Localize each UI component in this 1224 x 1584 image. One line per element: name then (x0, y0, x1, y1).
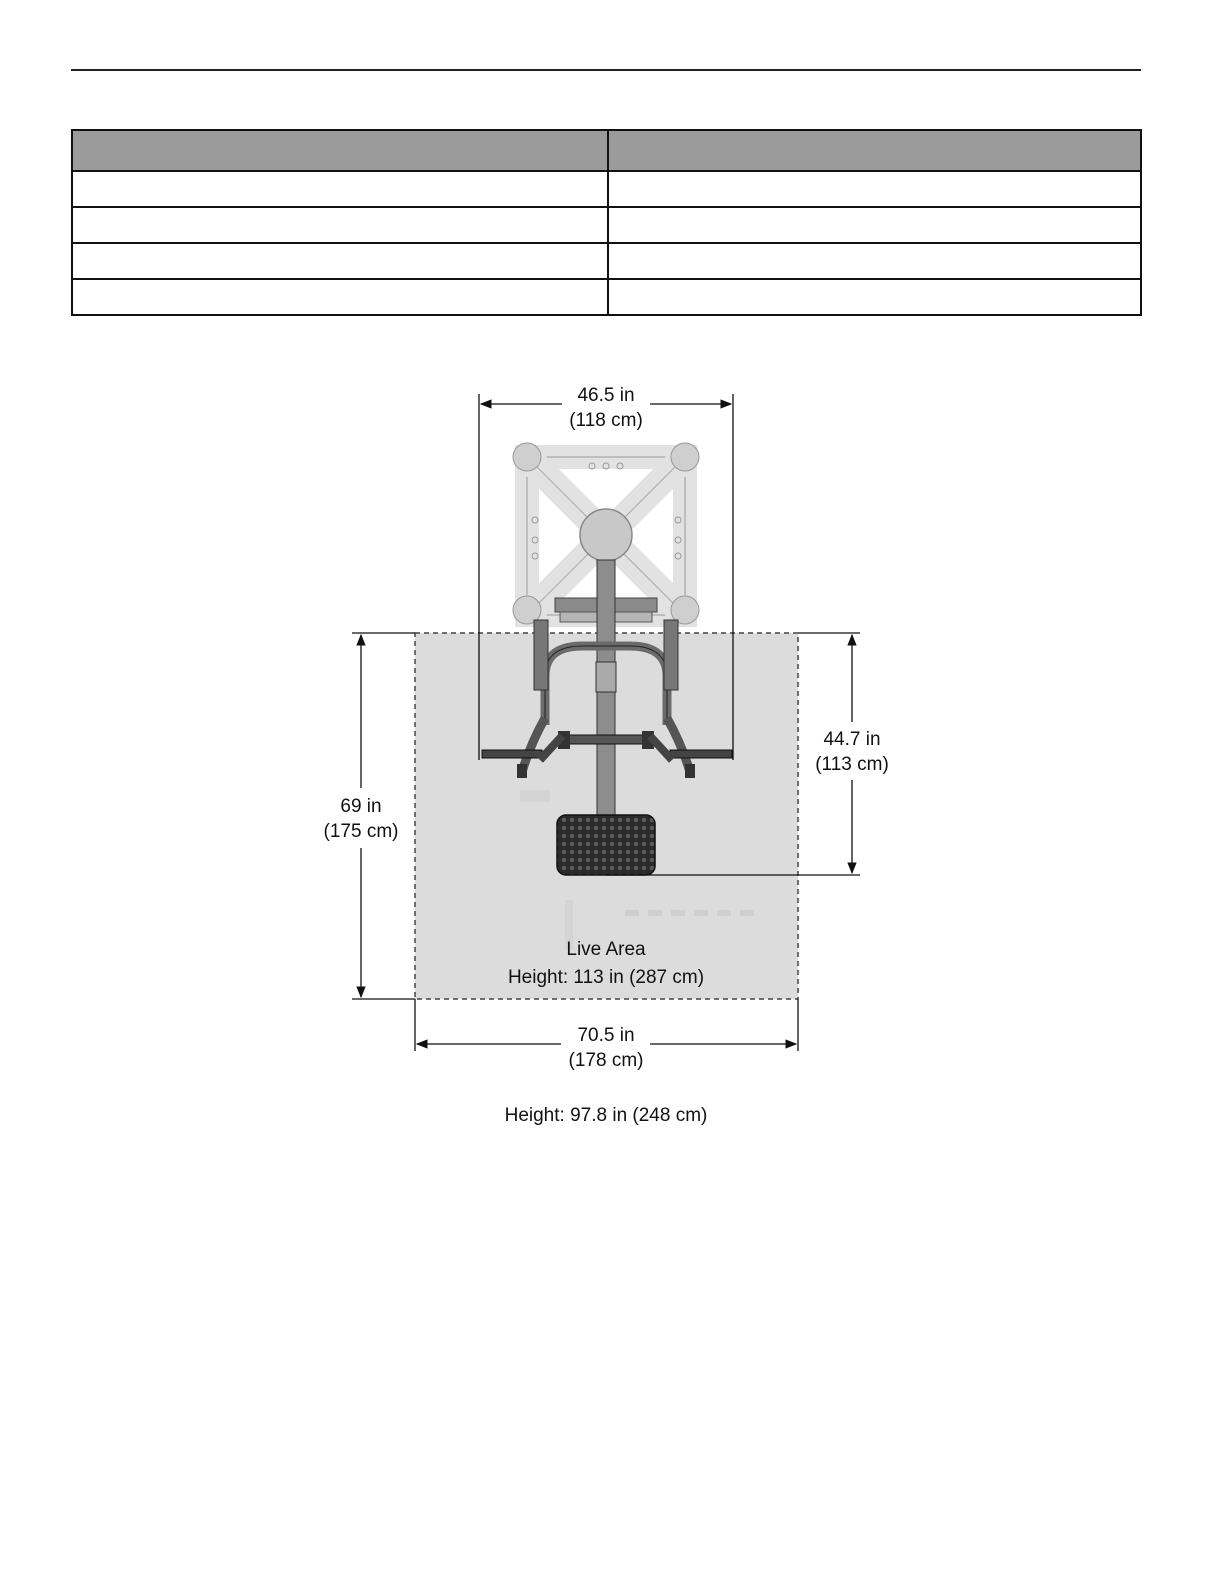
live-area-title: Live Area (566, 939, 646, 960)
width-bottom-metric: (178 cm) (568, 1050, 644, 1071)
live-area-height: Height: 113 in (287 cm) (507, 967, 705, 988)
depth-right-imperial: 44.7 in (823, 729, 881, 750)
width-top-metric: (118 cm) (569, 410, 643, 431)
dimension-width-bottom (415, 999, 798, 1071)
width-bottom-imperial: 70.5 in (577, 1025, 635, 1046)
depth-left-metric: (175 cm) (323, 821, 399, 842)
overall-height: Height: 97.8 in (248 cm) (504, 1105, 708, 1126)
width-top-imperial: 46.5 in (577, 385, 635, 406)
depth-right-metric: (113 cm) (815, 754, 889, 775)
depth-left-imperial: 69 in (340, 796, 382, 817)
dimension-depth-left (324, 633, 415, 999)
